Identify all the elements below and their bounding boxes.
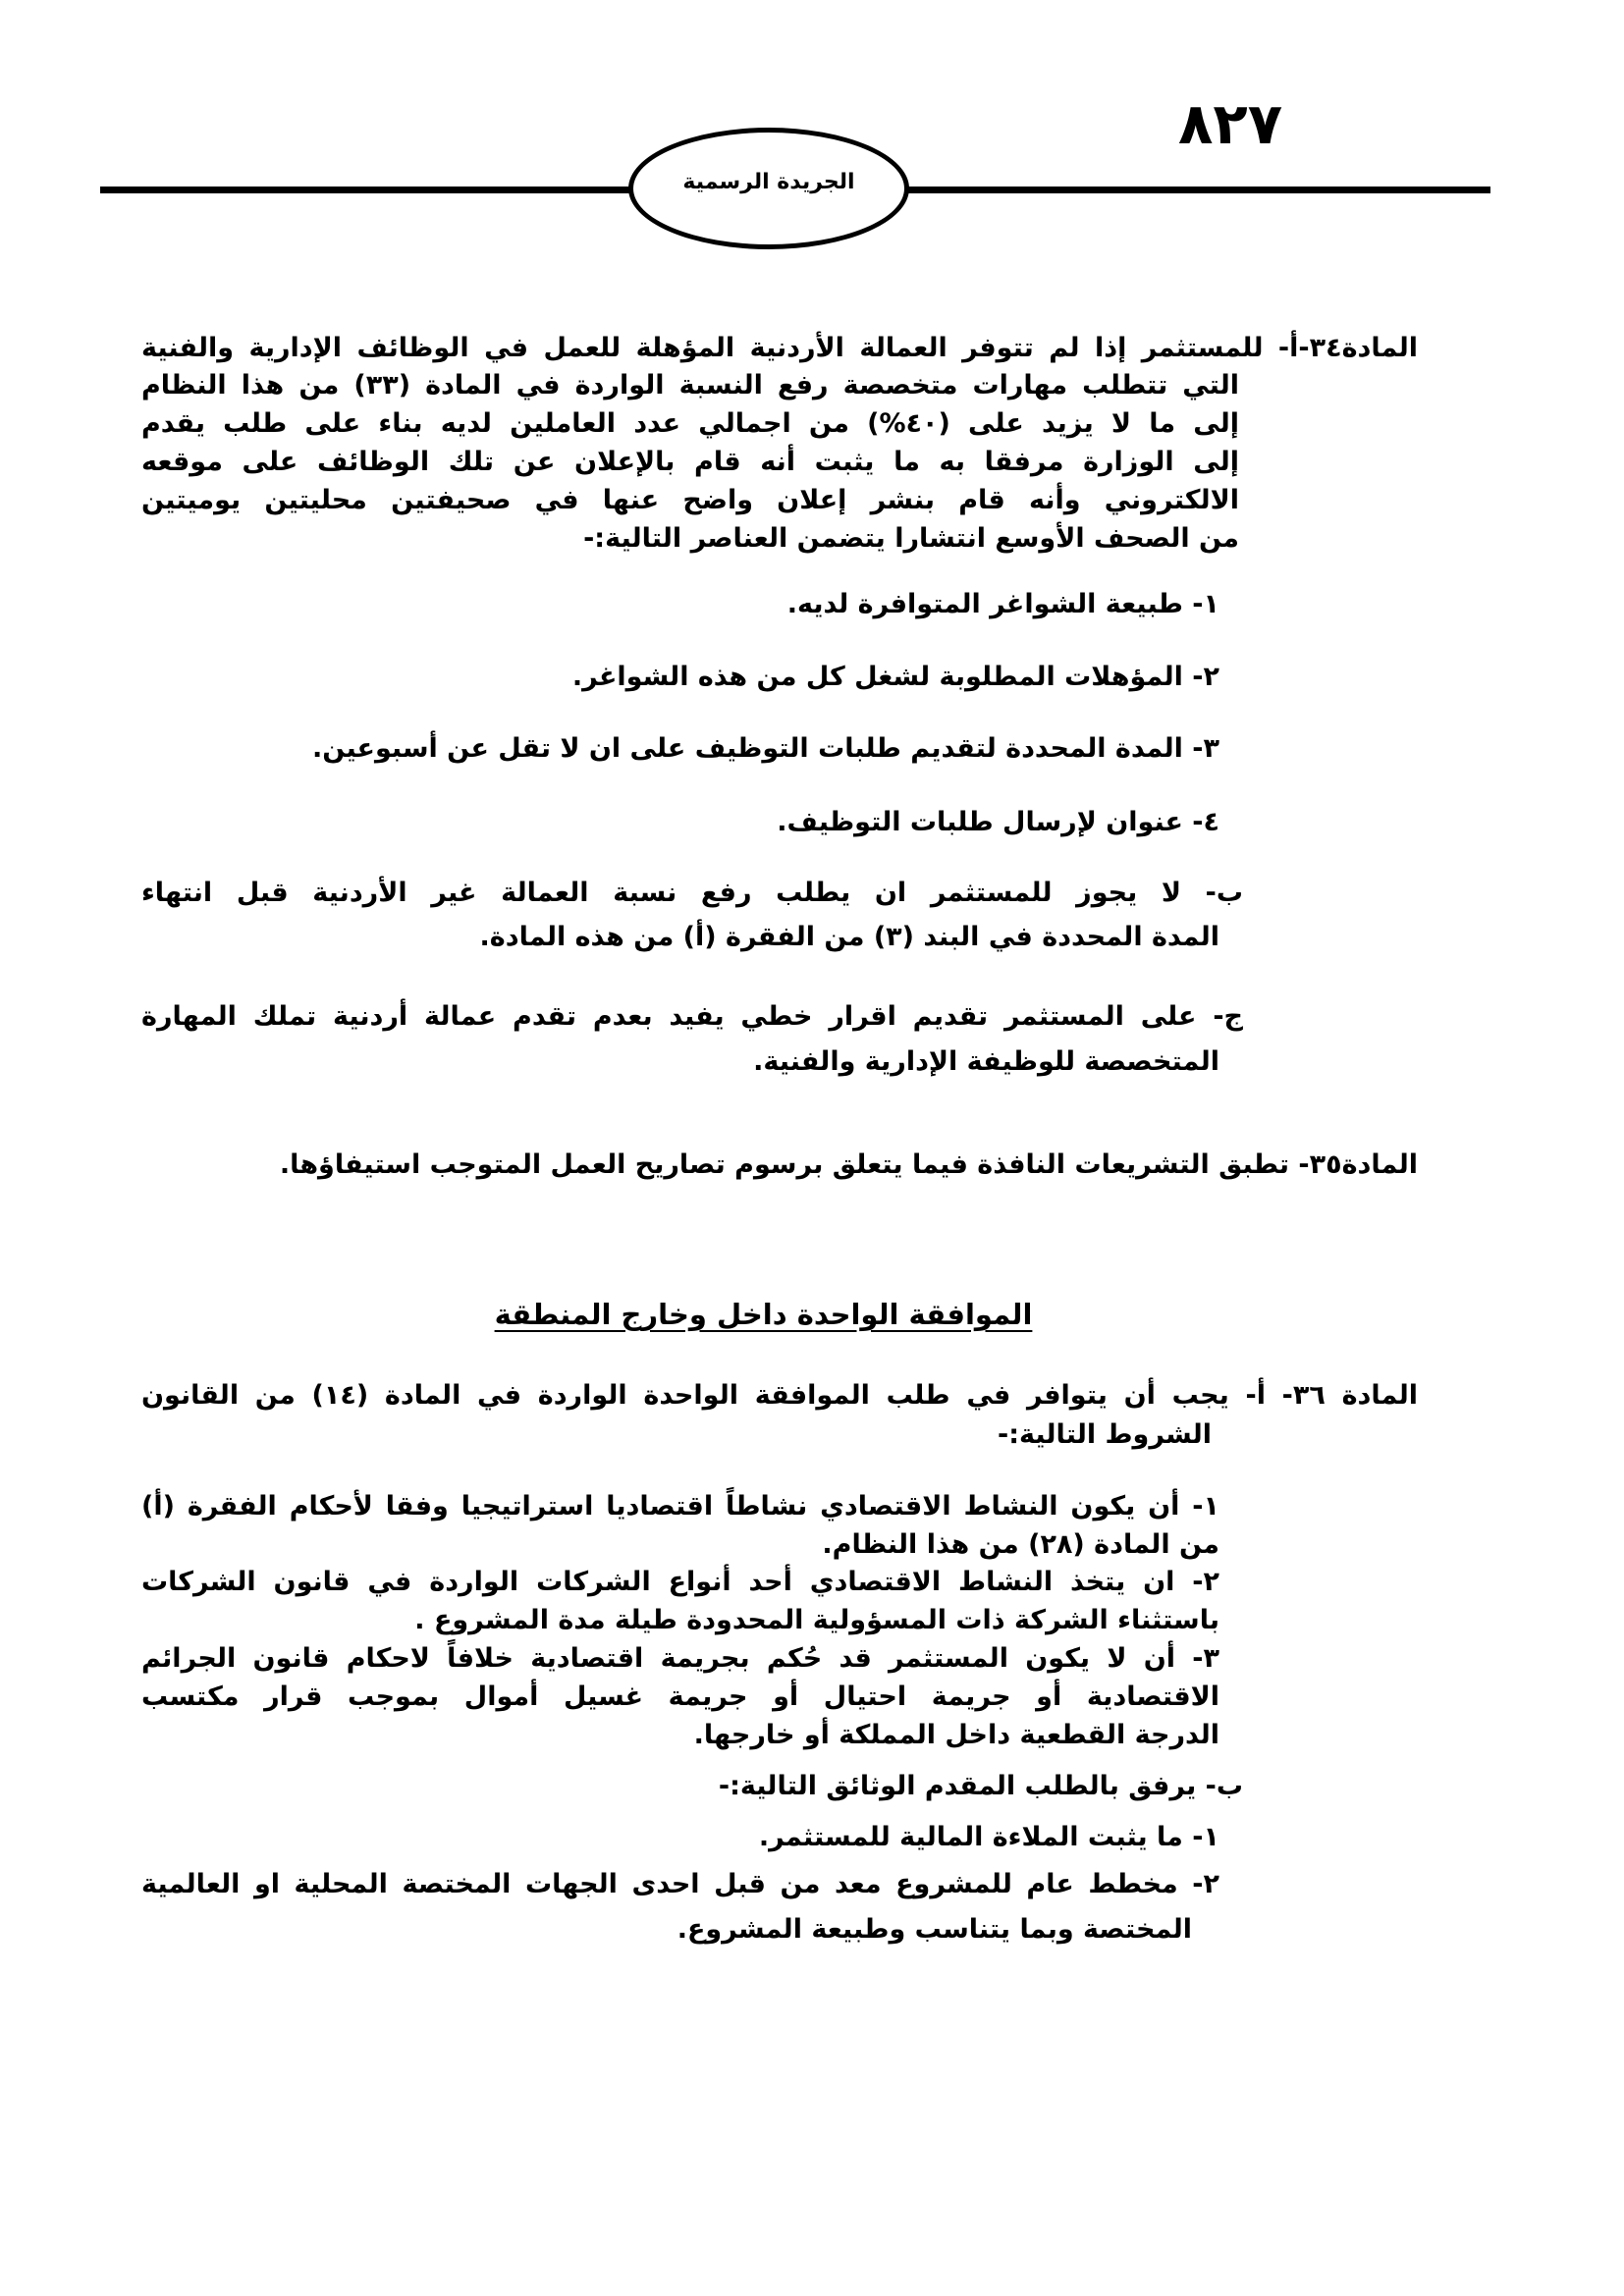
article36-b-heading: ب- يرفق بالطلب المقدم الوثائق التالية:- xyxy=(718,1771,1243,1801)
article36-intro-line-1: المادة ٣٦- أ- يجب أن يتوافر في طلب الموافقة الواحدة الواردة في المادة (١٤) من القانون xyxy=(141,1380,1419,1411)
article35-text: المادة٣٥- تطبق التشريعات النافذة فيما يتعلق برسوم تصاريح العمل المتوجب استيفاؤها. xyxy=(279,1149,1418,1180)
article34-b-line-1: ب- لا يجوز للمستثمر ان يطلب رفع نسبة العمالة غير الأردنية قبل انتهاء xyxy=(141,878,1243,908)
article34-item-1: ١- طبيعة الشواغر المتوافرة لديه. xyxy=(786,589,1219,619)
article36-condition-line-3: ٢- ان يتخذ النشاط الاقتصادي أحد أنواع الشركات الواردة في قانون الشركات xyxy=(141,1567,1219,1597)
section-heading: الموافقة الواحدة داخل وخارج المنطقة xyxy=(494,1298,1033,1331)
article34-item-2: ٢- المؤهلات المطلوبة لشغل كل من هذه الشواغر. xyxy=(571,662,1219,692)
article36-document-2-line-1: ٢- مخطط عام للمشروع معد من قبل احدى الجهات المختصة المحلية او العالمية xyxy=(141,1869,1219,1899)
article34-line-1: المادة٣٤-أ- للمستثمر إذا لم تتوفر العمالة الأردنية المؤهلة للعمل في الوظائف الإدارية والفنية xyxy=(141,333,1418,363)
article34-c-line-2: المتخصصة للوظيفة الإدارية والفنية. xyxy=(753,1046,1219,1077)
article36-condition-line-5: ٣- أن لا يكون المستثمر قد حُكم بجريمة اقتصادية خلافاً لاحكام قانون الجرائم xyxy=(141,1643,1219,1674)
article34-line-4: إلى الوزارة مرفقا به ما يثبت أنه قام بالإعلان عن تلك الوظائف على موقعه xyxy=(141,447,1239,477)
article34-item-4: ٤- عنوان لإرسال طلبات التوظيف. xyxy=(777,807,1219,837)
article34-b-line-2: المدة المحددة في البند (٣) من الفقرة (أ) من هذه المادة. xyxy=(479,922,1219,952)
article36-condition-line-1: ١- أن يكون النشاط الاقتصادي نشاطاً اقتصاديا استراتيجيا وفقا لأحكام الفقرة (أ) xyxy=(141,1491,1219,1522)
article34-line-3: إلى ما لا يزيد على (٤٠%) من اجمالي عدد العاملين لديه بناء على طلب يقدم xyxy=(141,408,1239,439)
article34-line-5: الالكتروني وأنه قام بنشر إعلان واضح عنها في صحيفتين محليتين يوميتين xyxy=(141,485,1239,515)
article36-condition-line-4: باستثناء الشركة ذات المسؤولية المحدودة طيلة مدة المشروع . xyxy=(414,1605,1219,1635)
article34-c-line-1: ج- على المستثمر تقديم اقرار خطي يفيد بعدم تقدم عمالة أردنية تملك المهارة xyxy=(141,1001,1243,1032)
article36-document-2-line-2: المختصة وبما يتناسب وطبيعة المشروع. xyxy=(677,1914,1192,1945)
article34-item-3: ٣- المدة المحددة لتقديم طلبات التوظيف على ان لا تقل عن أسبوعين. xyxy=(311,733,1219,764)
article36-intro-line-2: الشروط التالية:- xyxy=(998,1419,1212,1450)
page-number: ٨٢٧ xyxy=(1178,90,1283,157)
article36-condition-line-7: الدرجة القطعية داخل المملكة أو خارجها. xyxy=(693,1720,1219,1750)
gazette-title-oval xyxy=(628,128,909,249)
article36-condition-line-2: من المادة (٢٨) من هذا النظام. xyxy=(822,1529,1219,1560)
article34-line-2: التي تتطلب مهارات متخصصة رفع النسبة الواردة في المادة (٣٣) من هذا النظام xyxy=(141,370,1239,400)
article34-line-6: من الصحف الأوسع انتشارا يتضمن العناصر التالية:- xyxy=(583,523,1239,554)
gazette-title: الجريدة الرسمية xyxy=(682,169,855,194)
article36-document-1: ١- ما يثبت الملاءة المالية للمستثمر. xyxy=(758,1822,1219,1852)
article36-condition-line-6: الاقتصادية أو جريمة احتيال أو جريمة غسيل أموال بموجب قرار مكتسب xyxy=(141,1682,1219,1712)
